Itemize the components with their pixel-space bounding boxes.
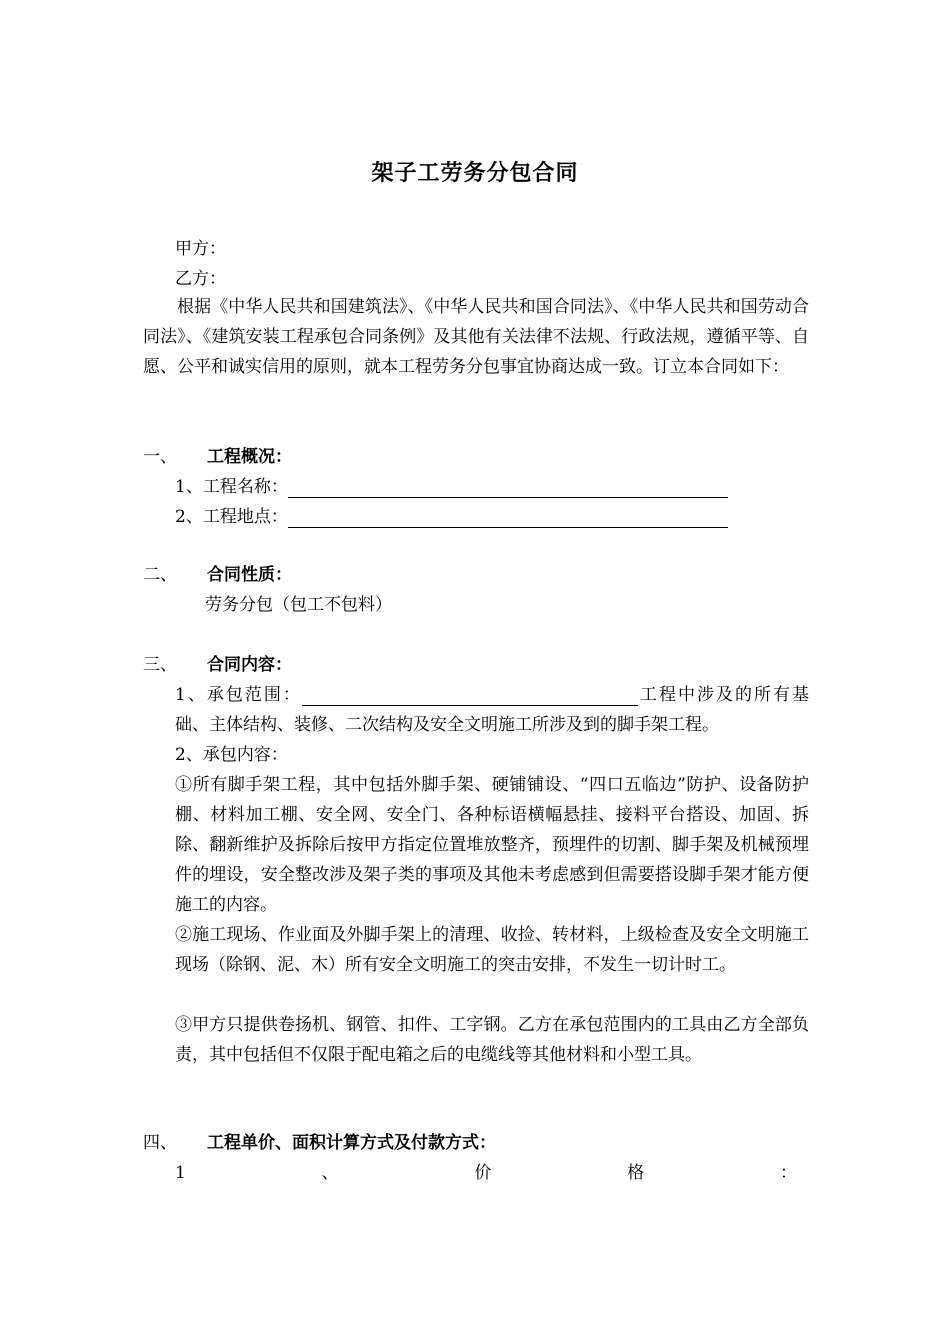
content-label: 2、承包内容：	[175, 745, 288, 765]
price-part: 、	[321, 1163, 339, 1183]
party-b-label: 乙方：	[175, 269, 226, 289]
project-name-row	[175, 472, 728, 502]
price-part: ：	[779, 1163, 797, 1183]
contract-nature-text: 劳务分包（包工不包料）	[205, 595, 392, 615]
project-name-blank[interactable]	[288, 475, 728, 498]
section-1-number: 一、	[143, 447, 177, 467]
price-part: 价	[474, 1163, 492, 1183]
scope-text: 工程中涉及的所有基础、主体结构、装修、二次结构及安全文明施工所涉及到的脚手架工程。	[175, 685, 810, 735]
price-part: 格	[627, 1163, 645, 1183]
party-a-label: 甲方：	[175, 239, 226, 259]
project-location-row	[175, 502, 728, 532]
section-2-title: 合同性质：	[207, 565, 292, 585]
section-3-number: 三、	[143, 655, 177, 675]
content-item-2: ②施工现场、作业面及外脚手架上的清理、收捡、转材料，上级检查及安全文明施工现场（除钢、泥、木）所有安全文明施工的突击安排，不发生一切计时工。	[175, 925, 809, 975]
section-1-heading	[143, 442, 292, 472]
section-3-heading	[143, 650, 292, 680]
section-4-number: 四、	[143, 1133, 177, 1153]
project-location-label: 2、工程地点：	[175, 507, 288, 527]
price-part: 1	[175, 1163, 186, 1183]
content-item-3: ③甲方只提供卷扬机、钢管、扣件、工字钢。乙方在承包范围内的工具由乙方全部负责，其中包括但不仅限于配电箱之后的电缆线等其他材料和小型工具。	[175, 1015, 809, 1065]
section-4-heading	[143, 1128, 496, 1158]
scope-label: 1、承包范围：	[175, 685, 302, 705]
section-4-title: 工程单价、面积计算方式及付款方式：	[207, 1133, 496, 1153]
section-3-title: 合同内容：	[207, 655, 292, 675]
section-2-number: 二、	[143, 565, 177, 585]
scope-blank[interactable]	[302, 683, 638, 706]
price-row	[175, 1158, 797, 1188]
section-1-title: 工程概况：	[207, 447, 292, 467]
preamble-paragraph: 根据《中华人民共和国建筑法》、《中华人民共和国合同法》、《中华人民共和国劳动合同法》、《建筑安装工程承包合同条例》及其他有关法律不法规、行政法规，遵循平等、自愿、公平和诚实信用的原则，就本工程劳务分包事宜协商达成一致。订立本合同如下：	[143, 297, 809, 377]
document-title: 架子工劳务分包合同	[371, 161, 579, 186]
content-item-1: ①所有脚手架工程，其中包括外脚手架、硬铺铺设、“四口五临边”防护、设备防护棚、材料加工棚、安全网、安全门、各种标语横幅悬挂、接料平台搭设、加固、拆除、翻新维护及拆除后按甲方指定位置堆放整齐，预埋件的切割、脚手架及机械预埋件的埋设，安全整改涉及架子类的事项及其他未考虑感到但需要搭设脚手架才能方便施工的内容。	[175, 775, 809, 915]
project-location-blank[interactable]	[288, 505, 728, 528]
project-name-label: 1、工程名称：	[175, 477, 288, 497]
scope-paragraph	[175, 680, 809, 740]
section-2-heading	[143, 560, 292, 590]
